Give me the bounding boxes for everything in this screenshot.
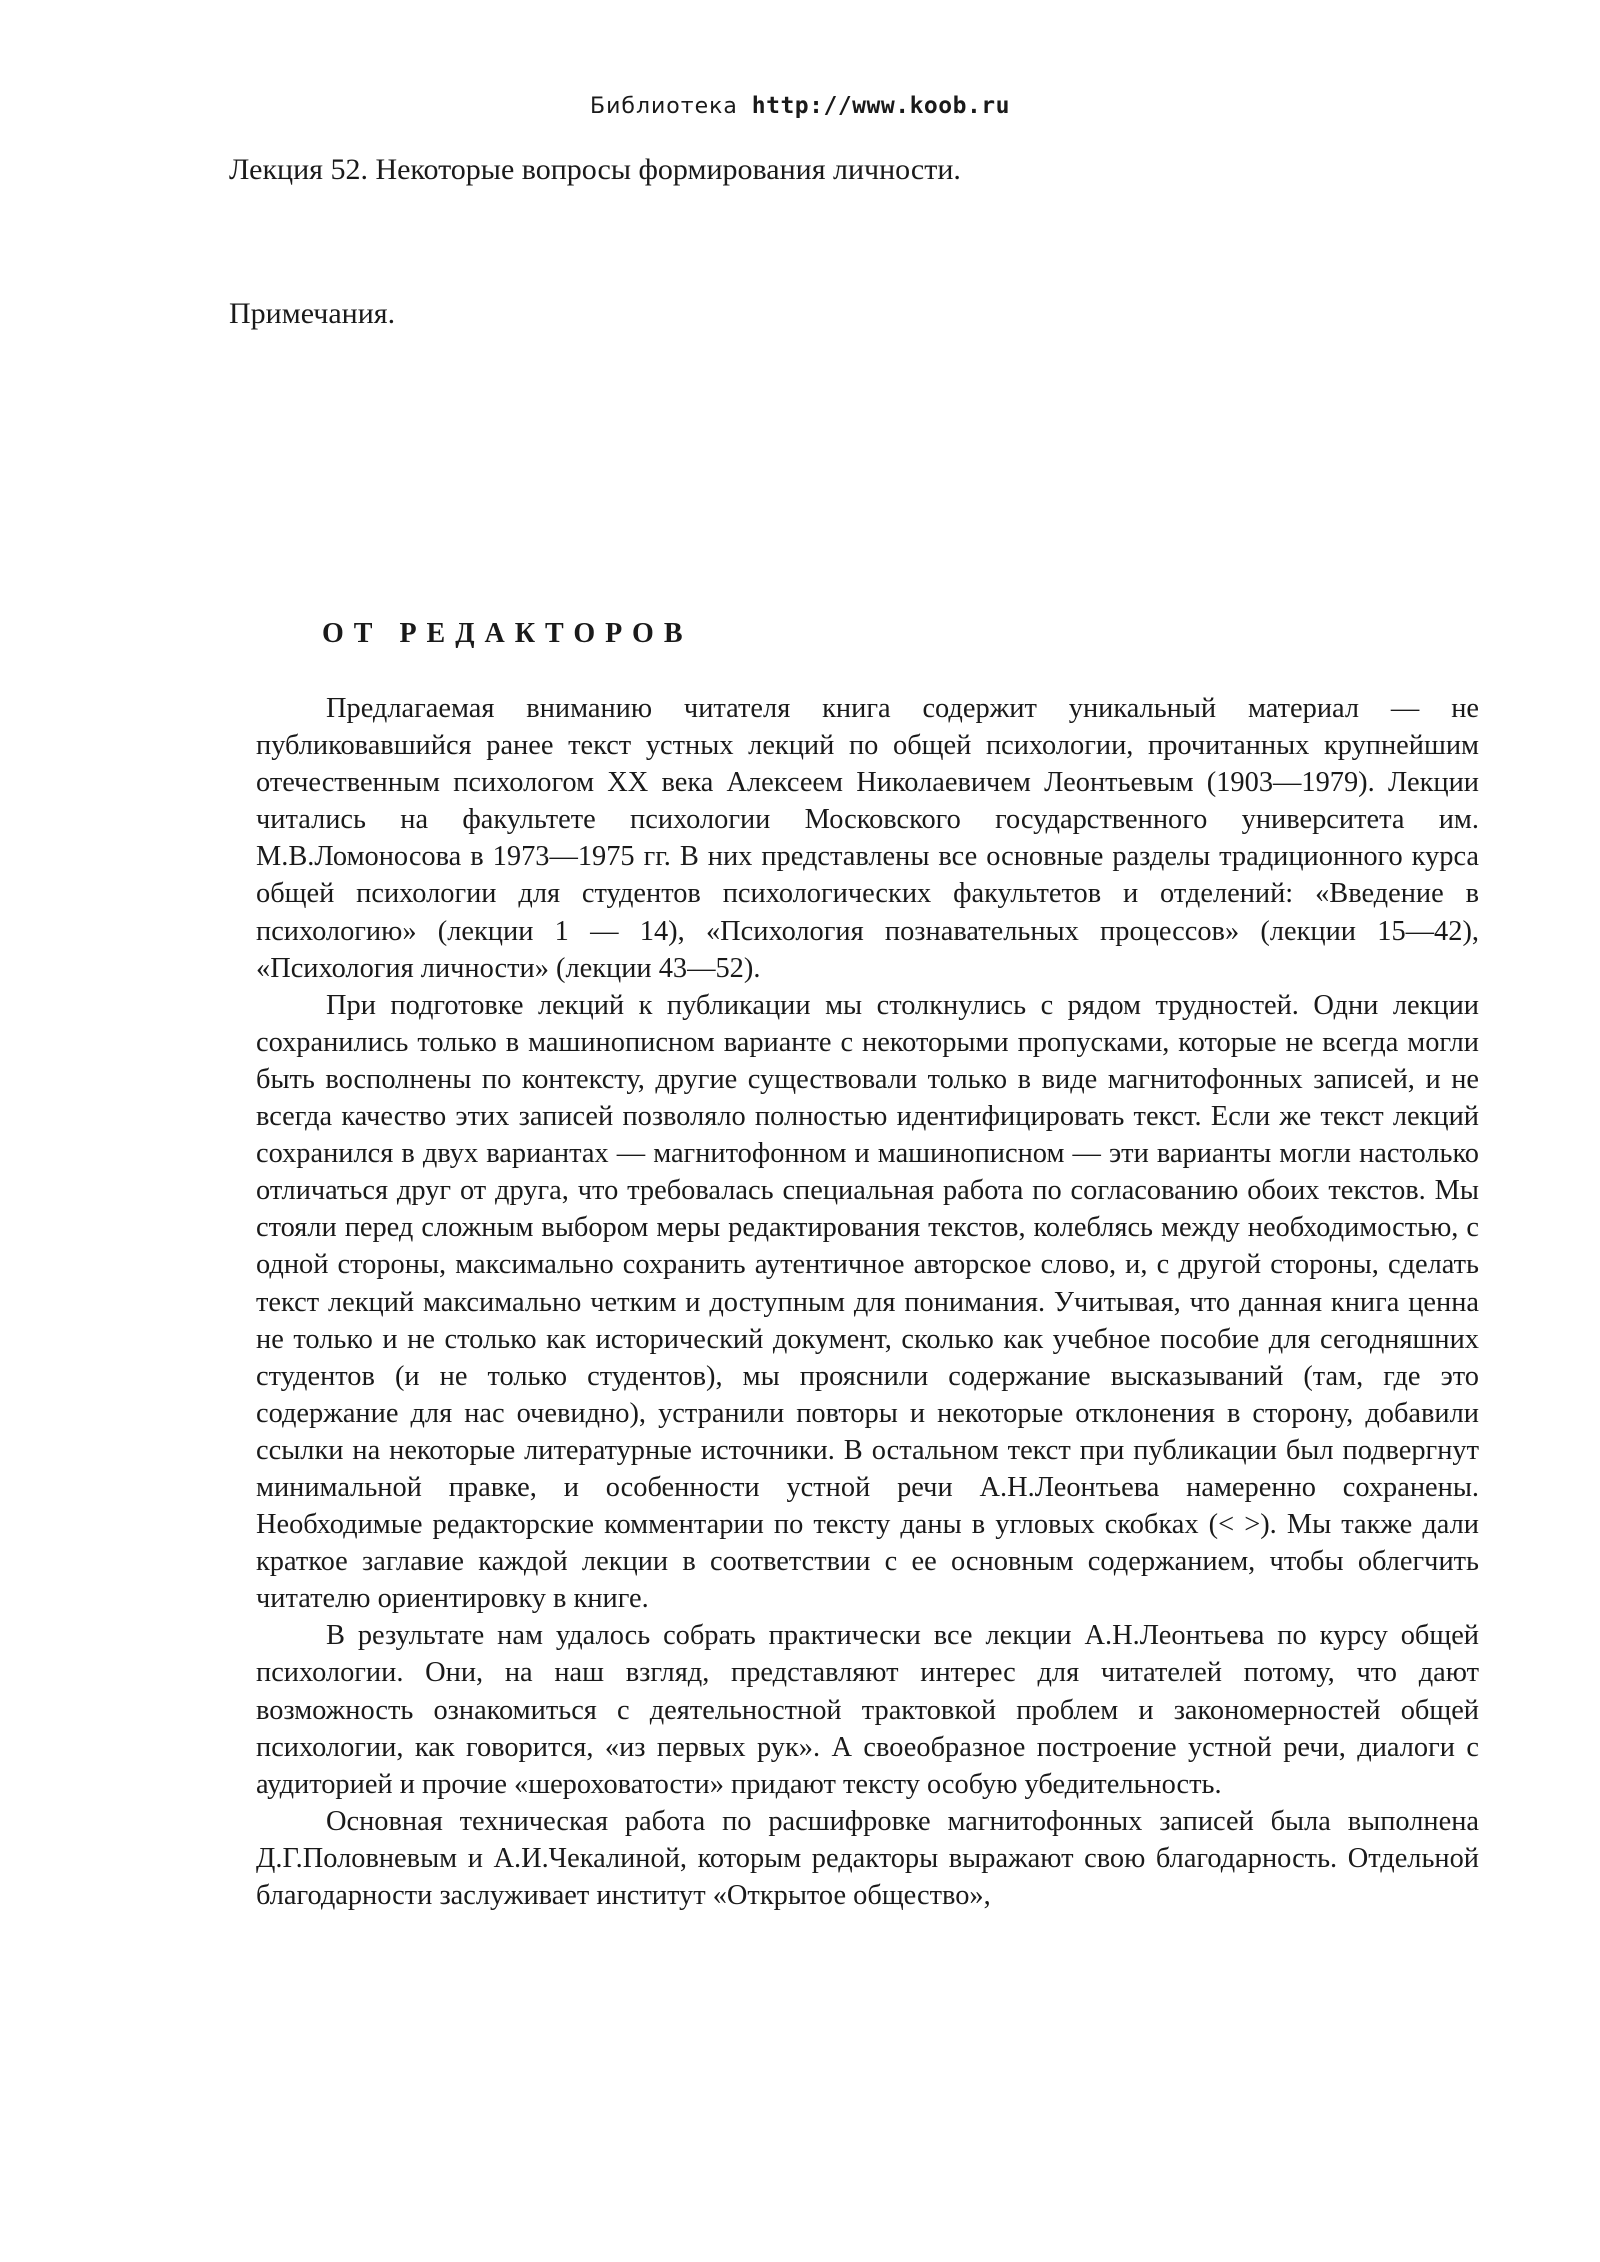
library-url[interactable]: http://www.koob.ru bbox=[751, 93, 1010, 119]
toc-entry-lecture-52: Лекция 52. Некоторые вопросы формирования личности. bbox=[229, 153, 961, 186]
toc-entry-notes: Примечания. bbox=[229, 297, 396, 330]
paragraph: При подготовке лекций к публикации мы столкнулись с рядом трудностей. Одни лекции сохранились только в машинописном варианте с некоторыми пропусками, которые не всегда могли быть восполнены по контексту, другие существовали только в виде магнитофонных записей, и не всегда качество этих записей позволяло полностью идентифицировать текст. Если же текст лекций сохранился в двух вариантах — магнитофонном и машинописном — эти варианты могли настолько отличаться друг от друга, что требовалась специальная работа по согласованию обоих текстов. Мы стояли перед сложным выбором меры редактирования текстов, колеблясь между необходимостью, с одной стороны, максимально сохранить аутентичное авторское слово, и, с другой стороны, сделать текст лекций максимально четким и доступным для понимания. Учитывая, что данная книга ценна не только и не столько как исторический документ, сколько как учебное пособие для сегодняшних студентов (и не только студентов), мы прояснили содержание высказываний (там, где это содержание для нас очевидно), устранили повторы и некоторые отклонения в сторону, добавили ссылки на некоторые литературные источники. В остальном текст при публикации был подвергнут минимальной правке, и особенности устной речи А.Н.Леонтьева намеренно сохранены. Необходимые редакторские комментарии по тексту даны в угловых скобках (< >). Мы также дали краткое заглавие каждой лекции в соответствии с ее основным содержанием, чтобы облегчить читателю ориентировку в книге. bbox=[256, 989, 1479, 1615]
library-label: Библиотека bbox=[589, 94, 738, 119]
paragraph: Основная техническая работа по расшифровке магнитофонных записей была выполнена Д.Г.Половневым и А.И.Чекалиной, которым редакторы выражают свою благодарность. Отдельной благодарности заслуживает институт «Открытое общество», bbox=[256, 1805, 1479, 1911]
paragraph: Предлагаемая вниманию читателя книга содержит уникальный материал — не публиковавшийся ранее текст устных лекций по общей психологии, прочитанных крупнейшим отечественным психологом XX века Алексеем Николаевичем Леонтьевым (1903—1979). Лекции читались на факультете психологии Московского государственного университета им. М.В.Ломоносова в 1973—1975 гг. В них представлены все основные разделы традиционного курса общей психологии для студентов психологических факультетов и отделений: «Введение в психологию» (лекции 1 — 14), «Психология познавательных процессов» (лекции 15—42), «Психология личности» (лекции 43—52). bbox=[256, 693, 1479, 984]
section-body bbox=[256, 690, 1479, 1914]
paragraph: В результате нам удалось собрать практически все лекции А.Н.Леонтьева по курсу общей психологии. Они, на наш взгляд, представляют интерес для читателей потому, что дают возможность ознакомиться с деятельностной трактовкой проблем и закономерностей общей психологии, как говорится, «из первых рук». А своеобразное построение устной речи, диалоги с аудиторией и прочие «шероховатости» придают тексту особую убедительность. bbox=[256, 1620, 1479, 1800]
page-header bbox=[0, 91, 1600, 122]
section-title: ОТ РЕДАКТОРОВ bbox=[322, 618, 693, 649]
